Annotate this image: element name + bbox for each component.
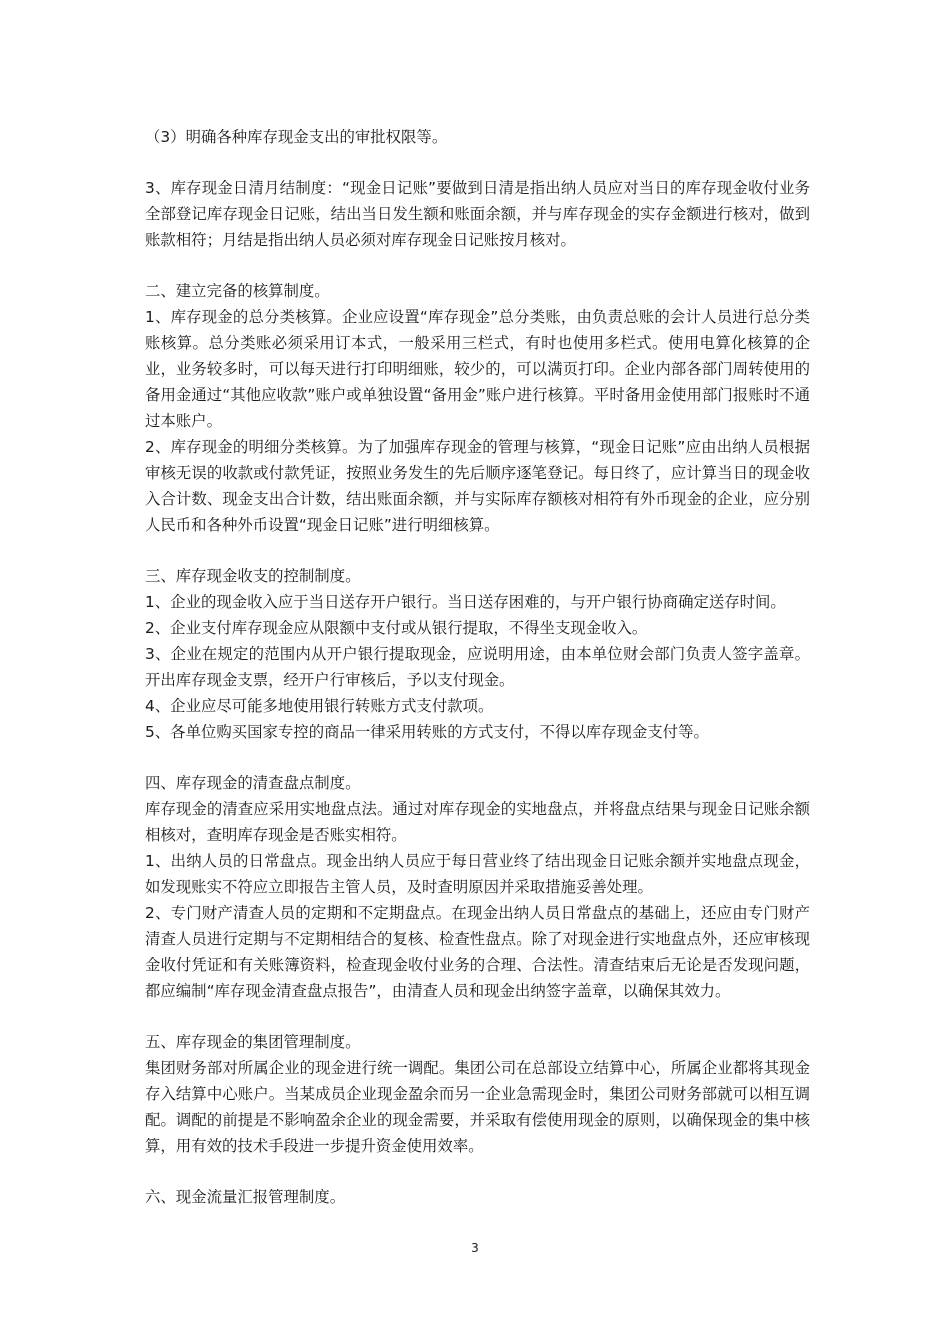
paragraph-spacer: [145, 253, 810, 278]
paragraph: 3、企业在规定的范围内从开户银行提取现金，应说明用途，由本单位财会部门负责人签字盖章。开出库存现金支票，经开户行审核后，予以支付现金。: [145, 645, 810, 689]
paragraph: 5、各单位购买国家专控的商品一律采用转账的方式支付，不得以库存现金支付等。: [145, 723, 709, 741]
paragraph: 3、库存现金日清月结制度：“现金日记账”要做到日清是指出纳人员应对当日的库存现金收付业务全部登记库存现金日记账，结出当日发生额和账面余额，并与库存现金的实存金额进行核对，做到账款相符；月结是指出纳人员必须对库存现金日记账按月核对。: [145, 179, 810, 249]
paragraph: 库存现金的清查应采用实地盘点法。通过对库存现金的实地盘点，并将盘点结果与现金日记账余额相核对，查明库存现金是否账实相符。: [145, 800, 810, 844]
paragraph: 1、企业的现金收入应于当日送存开户银行。当日送存困难的，与开户银行协商确定送存时间。: [145, 593, 786, 611]
paragraph: 四、库存现金的清查盘点制度。: [145, 774, 361, 792]
page-number: 3: [471, 1241, 479, 1255]
document-body: [145, 124, 810, 1210]
paragraph: 六、现金流量汇报管理制度。: [145, 1188, 346, 1206]
paragraph-spacer: [145, 1159, 810, 1184]
paragraph: 集团财务部对所属企业的现金进行统一调配。集团公司在总部设立结算中心，所属企业都将其现金存入结算中心账户。当某成员企业现金盈余而另一企业急需现金时，集团公司财务部就可以相互调配。调配的前提是不影响盈余企业的现金需要，并采取有偿使用现金的原则，以确保现金的集中核算，用有效的技术手段进一步提升资金使用效率。: [145, 1059, 810, 1155]
paragraph: 1、出纳人员的日常盘点。现金出纳人员应于每日营业终了结出现金日记账余额并实地盘点现金，如发现账实不符应立即报告主管人员，及时查明原因并采取措施妥善处理。: [145, 852, 810, 896]
paragraph-spacer: [145, 1004, 810, 1029]
paragraph-spacer: [145, 150, 810, 175]
paragraph: 2、专门财产清查人员的定期和不定期盘点。在现金出纳人员日常盘点的基础上，还应由专门财产清查人员进行定期与不定期相结合的复核、检查性盘点。除了对现金进行实地盘点外，还应审核现金收付凭证和有关账簿资料，检查现金收付业务的合理、合法性。清查结束后无论是否发现问题，都应编制“库存现金清查盘点报告”，由清查人员和现金出纳签字盖章，以确保其效力。: [145, 904, 810, 1000]
paragraph: 三、库存现金收支的控制制度。: [145, 567, 361, 585]
paragraph: 4、企业应尽可能多地使用银行转账方式支付款项。: [145, 697, 494, 715]
paragraph: 1、库存现金的总分类核算。企业应设置“库存现金”总分类账，由负责总账的会计人员进行总分类账核算。总分类账必须采用订本式，一般采用三栏式，有时也使用多栏式。使用电算化核算的企业，业务较多时，可以每天进行打印明细账，较少的，可以满页打印。企业内部各部门周转使用的备用金通过“其他应收款”账户或单独设置“备用金”账户进行核算。平时备用金使用部门报账时不通过本账户。: [145, 308, 810, 430]
paragraph: 五、库存现金的集团管理制度。: [145, 1033, 361, 1051]
paragraph: 2、企业支付库存现金应从限额中支付或从银行提取，不得坐支现金收入。: [145, 619, 648, 637]
paragraph-spacer: [145, 538, 810, 563]
paragraph: 二、建立完备的核算制度。: [145, 282, 330, 300]
paragraph-spacer: [145, 745, 810, 770]
paragraph: 2、库存现金的明细分类核算。为了加强库存现金的管理与核算，“现金日记账”应由出纳人员根据审核无误的收款或付款凭证，按照业务发生的先后顺序逐笔登记。每日终了，应计算当日的现金收入合计数、现金支出合计数，结出账面余额，并与实际库存额核对相符有外币现金的企业，应分别人民币和各种外币设置“现金日记账”进行明细核算。: [145, 438, 810, 534]
paragraph: （3）明确各种库存现金支出的审批权限等。: [145, 128, 448, 146]
